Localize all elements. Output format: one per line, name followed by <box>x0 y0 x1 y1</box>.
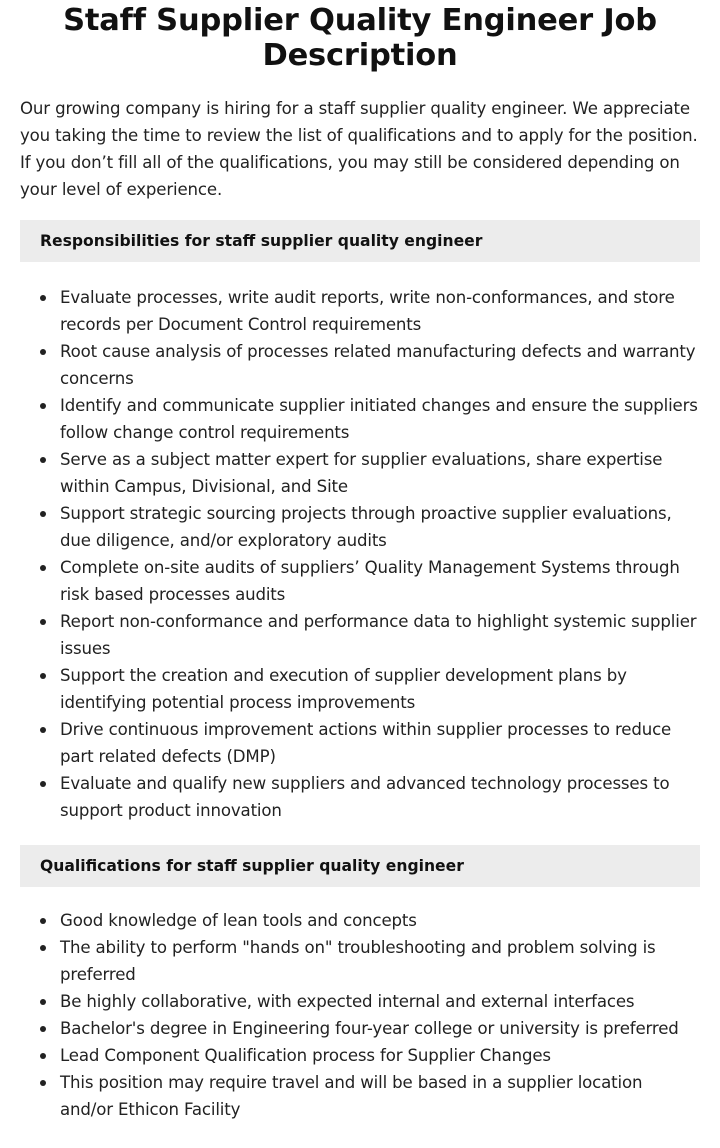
intro-paragraph: Our growing company is hiring for a staff supplier quality engineer. We appreciate you taking the time to review the list of qualifications and to apply for the position. If you don’t fill all of the qualifications, you may still be considered depending on your level of experience. <box>20 99 698 199</box>
list-item <box>20 1069 700 1123</box>
list-item <box>20 338 700 392</box>
bullet-icon <box>40 999 46 1005</box>
bullet-icon <box>40 511 46 517</box>
list-item <box>20 392 700 446</box>
list-item-text: Be highly collaborative, with expected internal and external interfaces <box>60 992 635 1011</box>
list-item <box>20 608 700 662</box>
list-item-text: Support the creation and execution of supplier development plans by identifying potential process improvements <box>60 666 627 712</box>
list-item <box>20 770 700 824</box>
list-item-text: Drive continuous improvement actions within supplier processes to reduce part related defects (DMP) <box>60 720 672 766</box>
qualifications-list <box>20 907 700 1123</box>
bullet-icon <box>40 918 46 924</box>
page-title: Staff Supplier Quality Engineer Job Description <box>63 3 657 73</box>
list-item <box>20 934 700 988</box>
bullet-icon <box>40 781 46 787</box>
list-item-text: Complete on-site audits of suppliers’ Quality Management Systems through risk based processes audits <box>60 558 680 604</box>
list-item <box>20 284 700 338</box>
job-description-page <box>0 3 720 1123</box>
list-item-text: Identify and communicate supplier initiated changes and ensure the suppliers follow change control requirements <box>60 396 698 442</box>
list-item-text: Report non-conformance and performance data to highlight systemic supplier issues <box>60 612 697 658</box>
list-item-text: Evaluate processes, write audit reports, write non-conformances, and store records per Document Control requirements <box>60 288 675 334</box>
bullet-icon <box>40 1053 46 1059</box>
list-item-text: The ability to perform "hands on" troubleshooting and problem solving is preferred <box>60 938 656 984</box>
list-item <box>20 716 700 770</box>
list-item-text: Bachelor's degree in Engineering four-year college or university is preferred <box>60 1019 679 1038</box>
responsibilities-heading: Responsibilities for staff supplier quality engineer <box>20 220 700 262</box>
list-item-text: Serve as a subject matter expert for supplier evaluations, share expertise within Campus, Divisional, and Site <box>60 450 663 496</box>
list-item <box>20 1042 700 1069</box>
list-item <box>20 1015 700 1042</box>
list-item <box>20 907 700 934</box>
list-item-text: This position may require travel and will be based in a supplier location and/or Ethicon Facility <box>60 1073 643 1119</box>
list-item-text: Lead Component Qualification process for Supplier Changes <box>60 1046 551 1065</box>
bullet-icon <box>40 619 46 625</box>
list-item <box>20 662 700 716</box>
bullet-icon <box>40 457 46 463</box>
bullet-icon <box>40 1026 46 1032</box>
list-item-text: Evaluate and qualify new suppliers and advanced technology processes to support product innovation <box>60 774 670 820</box>
qualifications-heading: Qualifications for staff supplier quality engineer <box>20 845 700 887</box>
bullet-icon <box>40 945 46 951</box>
bullet-icon <box>40 403 46 409</box>
responsibilities-list <box>20 284 700 824</box>
list-item <box>20 446 700 500</box>
bullet-icon <box>40 727 46 733</box>
list-item-text: Good knowledge of lean tools and concepts <box>60 911 417 930</box>
list-item-text: Support strategic sourcing projects through proactive supplier evaluations, due diligence, and/or exploratory audits <box>60 504 672 550</box>
list-item <box>20 554 700 608</box>
bullet-icon <box>40 1080 46 1086</box>
list-item <box>20 988 700 1015</box>
list-item <box>20 500 700 554</box>
list-item-text: Root cause analysis of processes related manufacturing defects and warranty concerns <box>60 342 696 388</box>
bullet-icon <box>40 565 46 571</box>
bullet-icon <box>40 295 46 301</box>
bullet-icon <box>40 349 46 355</box>
bullet-icon <box>40 673 46 679</box>
